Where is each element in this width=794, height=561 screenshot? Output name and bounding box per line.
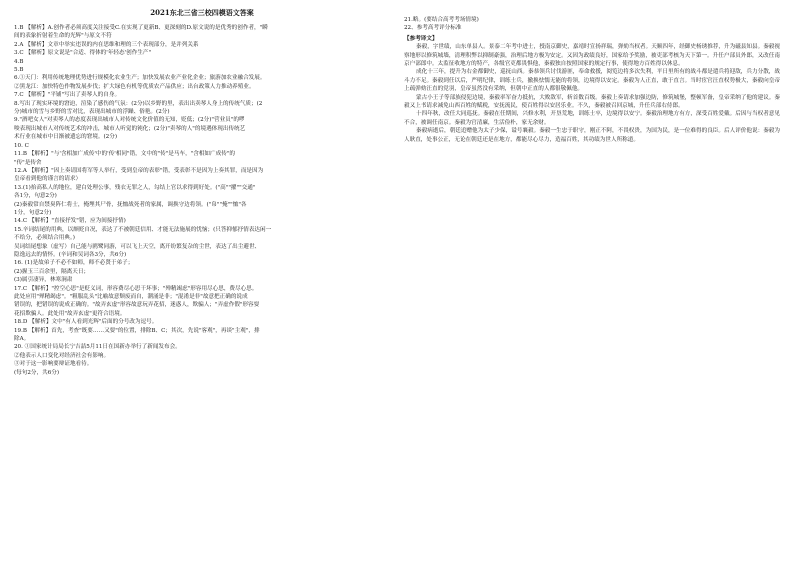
answer-line: (3)属引凄异，林寒涧肃 — [14, 277, 73, 284]
translation-paragraph: 秦毅病逝后，朝廷追赠他为太子少保，谥号襄毅。秦毅一生忠于职守，刚正不阿，不畏权贵，为国为民，是一位难得的良臣。后人评价他说：秦毅为人耿直，处事公正，无论在朝廷还是在地方，都能尽心尽力，造福百姓，其功绩为世人所称道。 — [404, 128, 780, 143]
answer-line: 10. C — [14, 142, 29, 149]
answer-line: 13.(1)抬高私人的地位，建白处理公事，残衣无罪之人，勾结上官以求得到好处。("高""擢""交通" — [14, 184, 256, 191]
answer-line: (2)握玉三百余里，隔离天日； — [14, 268, 90, 275]
answer-line: 9."酒吧女人"对卖琴人的态度表现出城市人对传统文化价值的无知，贬低；(2分)"营业员"的啰 — [14, 117, 245, 124]
translation-paragraph: 秦毅，字世绩，山东单县人。景泰二年考中进士，授南京御史，嘉靖时宣扬祥瑞，弹劾当权者。天顺四年，经御史杨琇推荐，升为磁县知县。秦毅视察地形以修筑城墙，清理积弊以抑制豪强，治理后地方极为安定。又因为政绩良好，国家给予奖励，被吏部考核为天下第一。升任户部员外郎，又改任南京户部郎中。太监征收地方的特产，各级官吏都畏惧他，秦毅独自按照国家的规定行事，使得地方百姓得以休息。 — [404, 44, 780, 68]
answer-line: 间的表象折射着生命的光辉"与原文不符 — [14, 33, 112, 40]
answer-line: 1.B 【解析】A.创作者必须高度关注接受C.在实现了更新B、更深刻的D.原文说的是优秀的创作者，"瞬 — [14, 25, 268, 31]
answer-line: 8.写出了现实环境的窘迫，渲染了感伤的气氛：(2分)以乡野的里，表出出卖琴人身上的传统气质；(2 — [14, 100, 263, 107]
translation-paragraph: 成化十三年，提升为右金都御史，巡抚山西。秦恭领兵讨伐游匪，奉命救援，阅览边将多次失利，平日里所有的战斗都是遣兵将迎敌，兵力分散，战斗力不足。秦毅到任以后，严明纪律，训练士兵，撤换怯懦无能的将领，边境得以安定。秦毅为人正直，敢于直言。当时宦官汪直权势极大，秦毅向皇帝上疏弹劾汪直的党羽，皇帝虽然没有采纳，但朝中正直的人都很敬佩他。 — [404, 69, 780, 93]
translation-paragraph: 蒙古小王子等部族侵犯边境，秦毅率军奋力抵抗，大败敌军，斩首数百级。秦毅上奏请求加强边防，修筑城堡，整顿军备，皇帝采纳了他的建议。秦毅又上书请求减免山西百姓的赋税，安抚流民，使百姓得以安居乐业。不久，秦毅被召回京城，升任兵部右侍郎。 — [404, 94, 780, 110]
answer-line: 12.A 【解析】"因上奏请国将军等人举行，受到皇帝的表彰"错，受表彰不是因为上奏其罪，而是因为 — [14, 167, 264, 174]
answer-line: 15.辛词结尾的用典，以颇贬自况，表达了不被朝廷信用、才能无法施展的忧恼；(只答抑郁抒情表达闲一 — [14, 226, 272, 233]
answer-line: 19.B 【解析】首先，考查"既要……又要"的位置，排除B、C；其次，先说"客观"，再谈"主观"，排 — [14, 327, 260, 334]
answer-line: 7.C 【解析】"平铺"写出了卖琴人的自身。 — [14, 92, 121, 99]
right-answer-list — [404, 16, 780, 33]
answer-line: 18.D 【解析】文中"有人看到光辉"后面的分号改为逗号。 — [14, 319, 158, 326]
answer-line: 术行业在城市中日渐被遗忘的窘境。(2分) — [14, 134, 118, 141]
answer-line: "传"是传舍 — [14, 159, 42, 166]
answer-line: 2.A 【解析】文章中举实违误的内在思维和理的三个表现部分，是并列关系 — [14, 41, 199, 48]
answer-line: 17.C 【解析】"控空心思"是贬义词，形容费尽心思干坏事；"殚精竭虑"形容用尽心思，费尽心思。 — [14, 285, 258, 292]
right-column — [400, 0, 794, 144]
answer-line: ②他表示人口变化对经济社会有影响。 — [14, 352, 110, 359]
answer-line: 21.略。(要结合高考考场情境) — [404, 17, 479, 23]
translation-heading: 【参考译文】 — [404, 35, 438, 42]
answer-line: 5.B — [14, 67, 24, 74]
answer-line: 花招欺骗人。此处用"故弄玄虚"更符合语境。 — [14, 310, 126, 317]
answer-line: 隐逸远去的情怀。(辛词和吴词各3分，共6分) — [14, 251, 127, 258]
document-title: 2021东北三省三校四模语文答案 — [150, 8, 254, 17]
answer-line: (2)秦毅常自禁臭阵仁将士，掩埋其尸骨，抚恤战死者的家属，调换守边将领。("帛""掩""恤"各 — [14, 201, 247, 208]
translation-body — [404, 43, 780, 144]
answer-line: 22、参考高考评分标准 — [404, 25, 462, 32]
answer-line: 14.C 【解析】"直接抒发"错，应为间接抒情) — [14, 218, 126, 225]
answer-line: ②黑龙江：加快特色作物发展步伐；扩大绿色有机等优质农产品供应；出台政策人力推动养殖业。 — [14, 83, 255, 90]
answer-line: ③对于这一影响要辩证地看待。 — [14, 361, 93, 368]
answer-line: 此处应用"殚精竭虑"。"粗服乱头"比喻故意颓废而自，潮涌是非；"混淆是非"故意把正确的说成 — [14, 294, 248, 300]
translation-paragraph: 十四年秋，改任大同巡抚。秦毅在任期间，兴修水利，开垦荒地，训练士卒，边境得以安宁。秦毅治理地方有方，深受百姓爱戴。后因与当权者意见不合，被调任南京。秦毅为官清廉，生活俭朴，家无余财。 — [404, 111, 780, 126]
answer-list — [14, 24, 390, 377]
answer-line: 3.C 【解析】原文说是"合适、得体的'年轻态'创作生产" — [14, 50, 152, 57]
answer-line: 吴词结尾想象（虚写）自己能与鸥鹭同游，可以飞上天空，离开纷繁复杂的尘世，表达了出尘避世、 — [14, 243, 261, 250]
left-column — [0, 0, 396, 377]
answer-line: 1分，句意2分) — [14, 209, 52, 216]
answer-line: 16. (1)是故弟子不必不如师，师不必贤于弟子； — [14, 260, 134, 267]
answer-line: 11.B 【解析】"与'含相加广成传'中的'传'相同"错，文中的"传"是马车，"含相如广成传"的 — [14, 151, 235, 158]
answer-line: 分)城市的雪与乡野的雪对比，表现出城市的浮躁、俗艳。(2分) — [14, 109, 170, 116]
answer-line: 20. ①国家统计局局长宁吉喆5月11日在国新办举行了新闻发布会。 — [14, 344, 181, 351]
answer-line: 6.①天门：利用传统地理优势进行规模化农业生产；加快发展农业产业化企业；旅游加农业融合发展。 — [14, 75, 266, 82]
answer-line: 各1分，句意2分) — [14, 193, 57, 200]
answer-line: 皇帝看到他的谨言的请求） — [14, 176, 82, 183]
answer-line: 除A。 — [14, 336, 30, 343]
answer-line: (每句2分，共6分) — [14, 369, 60, 376]
answer-line: 唆表现出城市人对传统艺术的冲击，城市人听觉的钝化；(2分)"卖琴的人"的境遇体现出传统艺 — [14, 125, 246, 132]
answer-line: 不给分，必须结合用典。) — [14, 235, 75, 242]
answer-line: 错误的，把错误的说成正确的。"故弄玄虚"形容故意玩弄花招，迷惑人，欺骗人；"弄虚作假"形容耍 — [14, 302, 260, 309]
answer-line: 4.B — [14, 58, 24, 65]
